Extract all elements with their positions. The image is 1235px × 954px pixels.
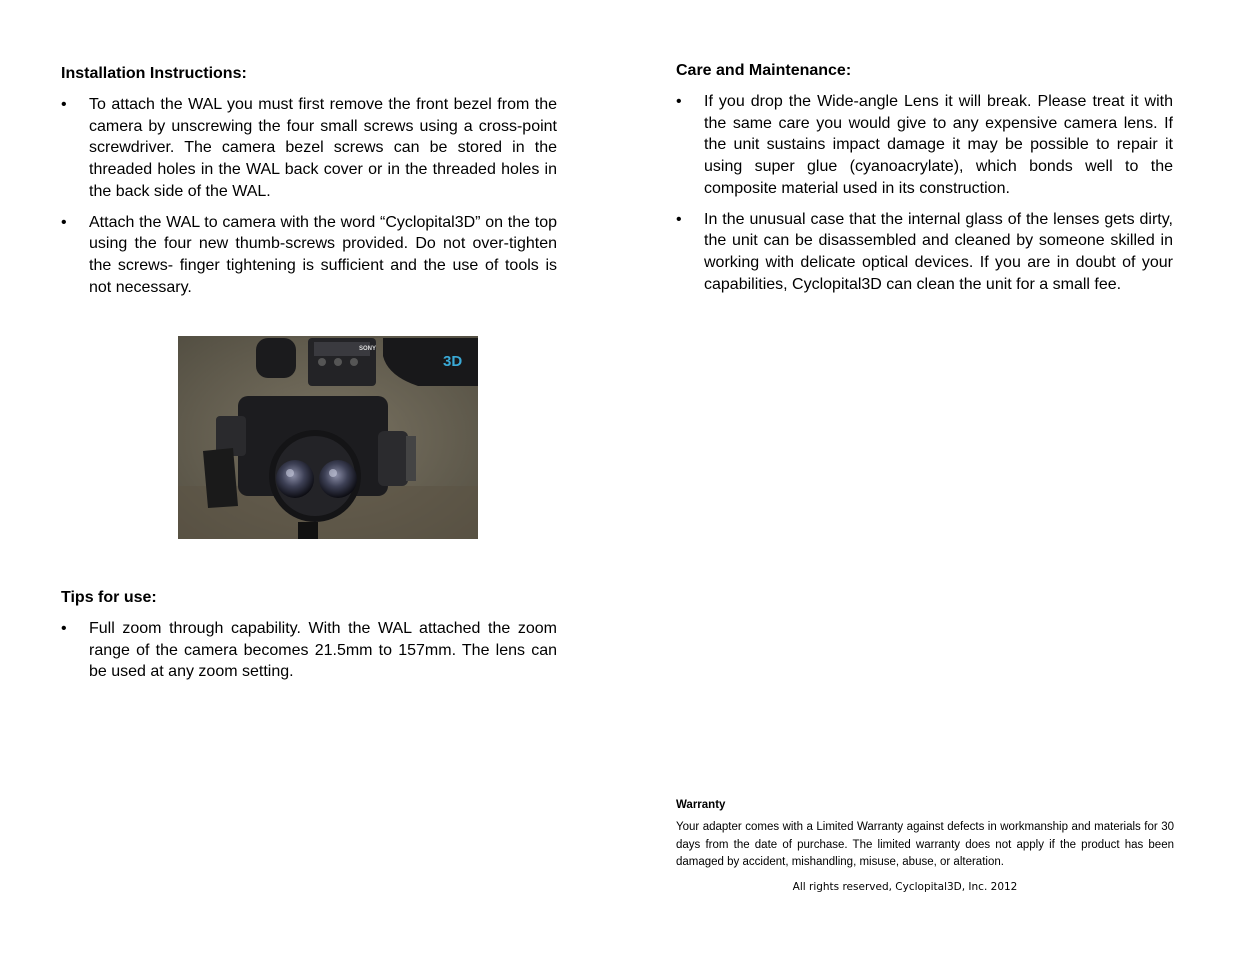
list-item: [61, 618, 557, 683]
list-item: [676, 209, 1173, 296]
tips-heading: Tips for use:: [61, 589, 157, 606]
warranty-heading: Warranty: [676, 799, 726, 811]
installation-list: [61, 94, 557, 307]
installation-item-1: To attach the WAL you must first remove the front bezel from the camera by unscrewing the four small screws using a cross-point screwdriver. The camera bezel screws can be stored in the threaded holes in the WAL back cover or in the threaded holes in the back side of the WAL.: [89, 96, 557, 200]
care-item-1: If you drop the Wide-angle Lens it will break. Please treat it with the same care you would give to any expensive camera lens. If the unit sustains impact damage it may be possible to repair it using super glue (cyanoacrylate), which bonds well to the composite material used in its construction.: [704, 93, 1173, 197]
tips-item-1: Full zoom through capability. With the WAL attached the zoom range of the camera becomes 21.5mm to 157mm. The lens can be used at any zoom setting.: [89, 620, 557, 681]
care-item-2: In the unusual case that the internal glass of the lenses gets dirty, the unit can be disassembled and cleaned by someone skilled in working with delicate optical devices. If you are in doubt of your capabilities, Cyclopital3D can clean the unit for a small fee.: [704, 210, 1173, 293]
care-heading: Care and Maintenance:: [676, 62, 852, 79]
list-item: [61, 94, 557, 203]
care-list: [676, 91, 1173, 304]
bullet-icon: •: [61, 620, 67, 637]
bullet-icon: •: [61, 96, 67, 113]
bullet-icon: •: [61, 213, 67, 231]
camera-brand-text: SONY: [359, 346, 377, 352]
camera-photo: [178, 336, 478, 539]
installation-heading: Installation Instructions:: [61, 65, 247, 82]
list-item: [61, 212, 557, 299]
installation-item-2: Attach the WAL to camera with the word “Cyclopital3D” on the top using the four new thumb-screws provided. Do not over-tighten the screws- finger tightening is sufficient and the use of tools is not necessary.: [89, 213, 557, 296]
bullet-icon: •: [676, 93, 682, 110]
tips-list: [61, 618, 557, 692]
copyright-notice: All rights reserved, Cyclopital3D, Inc. 2012: [792, 881, 1018, 893]
camera-badge-text: 3D: [443, 353, 463, 370]
list-item: [676, 91, 1173, 200]
warranty-body: Your adapter comes with a Limited Warranty against defects in workmanship and materials for 30 days from the date of purchase. The limited warranty does not apply if the product has been damaged by accident, mishandling, misuse, abuse, or alteration.: [676, 821, 1174, 868]
bullet-icon: •: [676, 210, 682, 228]
